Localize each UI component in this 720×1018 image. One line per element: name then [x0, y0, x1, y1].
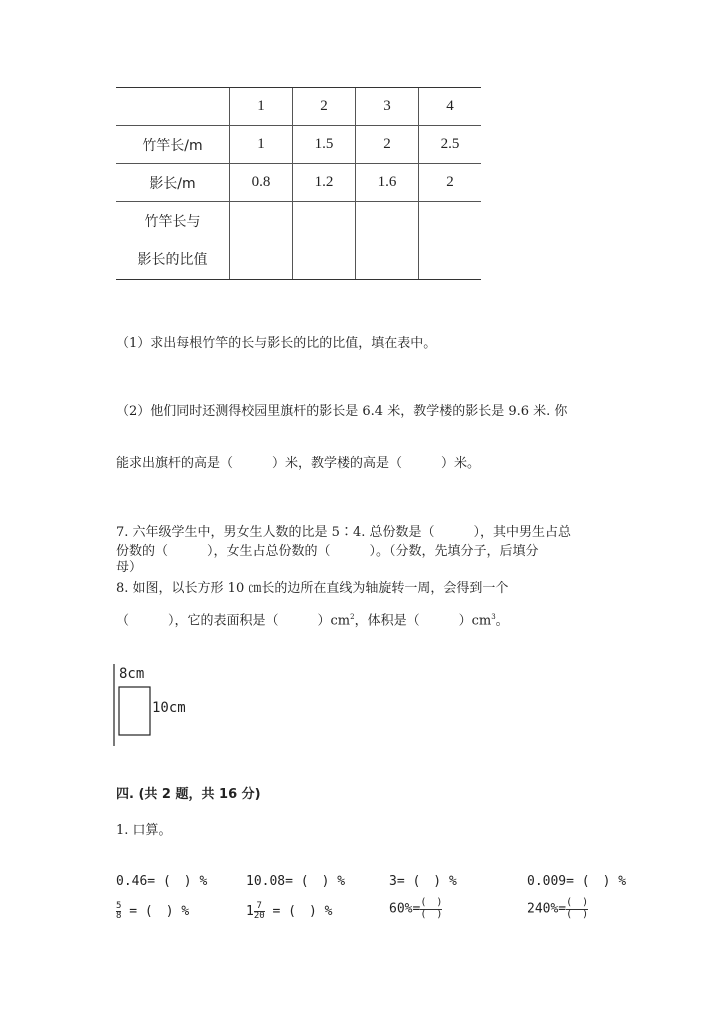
table-row — [116, 164, 481, 202]
fraction — [566, 898, 588, 920]
table-cell: 1.5 — [293, 126, 356, 164]
calc-item — [389, 898, 442, 920]
fig-label-height: 10cm — [152, 700, 186, 716]
q6-part2-line1: （2）他们同时还测得校园里旗杆的影长是 6.4 米，教学楼的影长是 9.6 米. 你 — [116, 404, 568, 419]
table-cell: 1 — [230, 126, 293, 164]
table-cell: 1.6 — [356, 164, 419, 202]
fraction — [254, 902, 265, 921]
row-label-line2: 影长的比值 — [137, 251, 208, 268]
q7-line1: 7. 六年级学生中，男女生人数的比是 5∶4. 总份数是（ ），其中男生占总 — [116, 525, 571, 540]
q8-line2 — [116, 613, 509, 630]
ratio-table — [116, 87, 481, 280]
q8-line1: 8. 如图，以长方形 10 ㎝长的边所在直线为轴旋转一周，会得到一个 — [116, 581, 509, 596]
q7-line3: 母） — [116, 560, 143, 575]
table-cell: 2 — [293, 88, 356, 126]
numerator: 7 — [256, 901, 262, 911]
q6-part1: （1）求出每根竹竿的长与影长的比的比值，填在表中。 — [116, 336, 437, 351]
table-cell: 4 — [419, 88, 482, 126]
q8-sup-volume: 3 — [491, 613, 496, 621]
q8-line2-a: （ ），它的表面积是（ ）cm — [116, 613, 351, 629]
row-label: 竹竿长/m — [116, 126, 230, 164]
answer-cell[interactable] — [419, 202, 482, 280]
q6-part2-line2: 能求出旗杆的高是（ ）米，教学楼的高是（ ）米。 — [116, 456, 481, 471]
table-cell: 2 — [419, 164, 482, 202]
q7-line2: 份数的（ ），女生占总份数的（ ）。（分数，先填分子，后填分 — [116, 544, 539, 559]
calc-item — [116, 900, 189, 921]
table-cell: 0.8 — [230, 164, 293, 202]
calc-tail: = ( ) % — [121, 904, 190, 919]
denominator: ( ) — [420, 908, 443, 920]
numerator: ( ) — [420, 897, 443, 908]
table-header-row — [116, 88, 481, 126]
denominator: ( ) — [566, 908, 589, 920]
calc-lead: 240%= — [527, 901, 567, 917]
calc-lead: 60%= — [389, 901, 421, 917]
calc-item: 0.009= ( ) % — [527, 874, 627, 889]
q8-line2-c: 。 — [495, 613, 509, 629]
calc-item: 3= ( ) % — [389, 874, 457, 889]
table-cell: 3 — [356, 88, 419, 126]
q8-sup-area: 2 — [350, 613, 355, 621]
row-label — [116, 202, 230, 280]
q8-line2-b: ，体积是（ ）cm — [354, 613, 492, 629]
numerator: 5 — [116, 901, 122, 911]
section-title: 四. (共 2 题，共 16 分) — [116, 787, 261, 802]
denominator: 20 — [253, 911, 265, 921]
table-cell: 2.5 — [419, 126, 482, 164]
calc-item — [527, 898, 588, 920]
table-cell: 1.2 — [293, 164, 356, 202]
table-cell — [116, 88, 230, 126]
table-row — [116, 126, 481, 164]
whole-number: 1 — [246, 904, 254, 919]
table-cell: 1 — [230, 88, 293, 126]
table-cell: 2 — [356, 126, 419, 164]
calc-item: 10.08= ( ) % — [246, 874, 346, 889]
denominator: 8 — [116, 911, 122, 921]
answer-cell[interactable] — [293, 202, 356, 280]
calc-item: 0.46= ( ) % — [116, 874, 208, 889]
q1-title: 1. 口算。 — [116, 823, 172, 838]
calc-tail: = ( ) % — [264, 904, 333, 919]
calc-item — [246, 900, 332, 921]
fig-label-width: 8cm — [119, 666, 145, 682]
answer-cell[interactable] — [356, 202, 419, 280]
row-label: 影长/m — [116, 164, 230, 202]
row-label-line1: 竹竿长与 — [144, 213, 201, 230]
answer-cell[interactable] — [230, 202, 293, 280]
table-row — [116, 202, 481, 280]
fraction — [420, 898, 442, 920]
numerator: ( ) — [566, 897, 589, 908]
